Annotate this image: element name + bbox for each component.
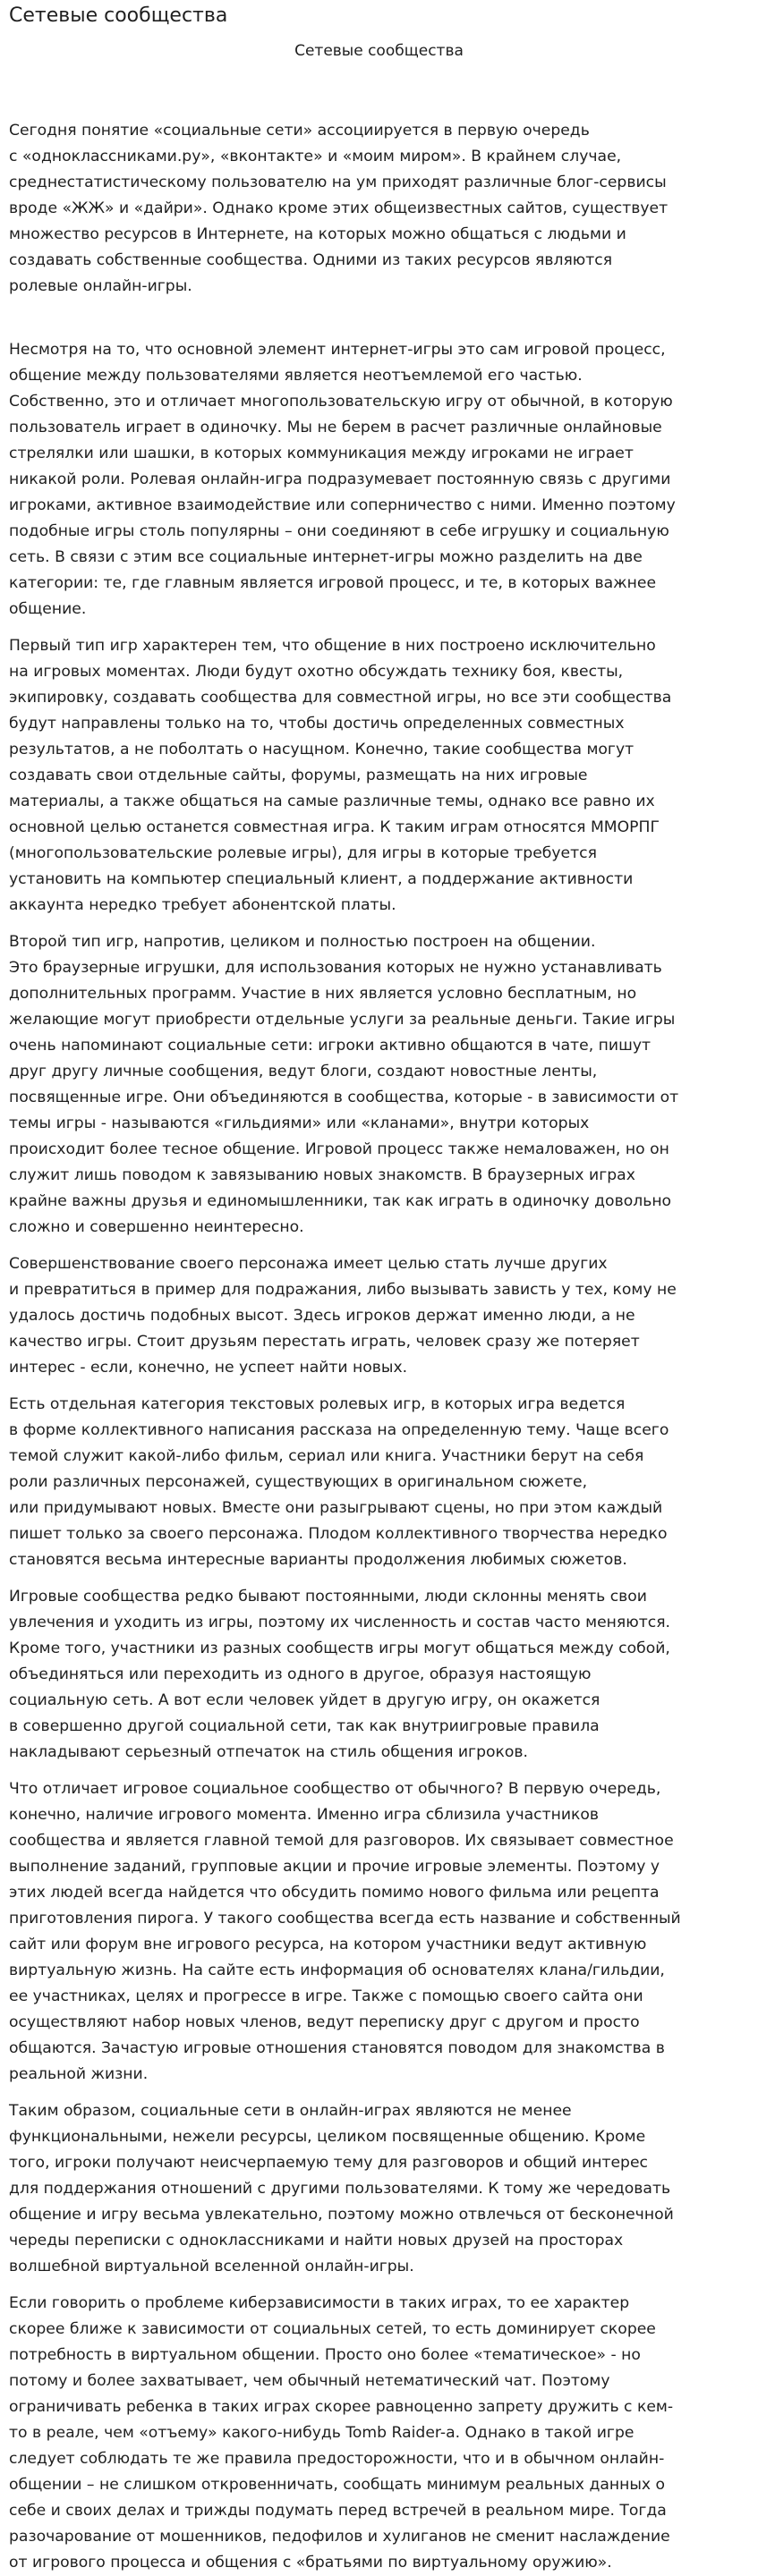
paragraph-4: Второй тип игр, напротив, целиком и полностью построен на общении. Это браузерные игрушки, для использования которых не нужно устанавливать дополнительных программ. Участие в них является условно бесплатным, но желающие могут приобрести отдельные услуги за реальные деньги. Такие игры очень напоминают социальные сети: игроки активно общаются в чате, пишут друг другу личные сообщения, ведут блоги, создают новостные ленты, посвященные игре. Они объединяются в сообщества, которые - в зависимости от темы игры - называются «гильдиями» или «кланами», внутри которых происходит более тесное общение. Игровой процесс также немаловажен, но он служит лишь поводом к завязыванию новых знакомств. В браузерных играх крайне важны друзья и единомышленники, так как играть в одиночку довольно сложно и совершенно неинтересно.	[9, 933, 679, 1236]
paragraph-6: Есть отдельная категория текстовых ролевых игр, в которых игра ведется в форме коллективного написания рассказа на определенную тему. Чаще всего темой служит какой-либо фильм, сериал или книга. Участники берут на себя роли различных персонажей, существующих в оригинальном сюжете, или придумывают новых. Вместе они разыгрывают сцены, но при этом каждый пишет только за своего персонажа. Плодом коллективного творчества нередко становятся весьма интересные варианты продолжения любимых сюжетов.	[9, 1395, 669, 1569]
paragraph-3: Первый тип игр характерен тем, что общение в них построено исключительно на игровых моментах. Люди будут охотно обсуждать технику боя, квесты, экипировку, создавать сообщества для совместной игры, но все эти сообщества будут направлены только на то, чтобы достичь определенных совместных результатов, а не поболтать о насущном. Конечно, такие сообщества могут создавать свои отдельные сайты, форумы, размещать на них игровые материалы, а также общаться на самые различные темы, однако все равно их основной целью останется совместная игра. К таким играм относятся ММОРПГ (многопользовательские ролевые игры), для игры в которые требуется установить на компьютер специальный клиент, а поддержание активности аккаунта нередко требует абонентской платы.	[9, 637, 672, 914]
paragraph-7: Игровые сообщества редко бывают постоянными, люди склонны менять свои увлечения и уходить из игры, поэтому их численность и состав часто меняются. Кроме того, участники из разных сообществ игры могут общаться между собой, объединяться или переходить из одного в другое, образуя настоящую социальную сеть. А вот если человек уйдет в другую игру, он окажется в совершенно другой социальной сети, так как внутриигровые правила накладывают серьезный отпечаток на стиль общения игроков.	[9, 1588, 670, 1761]
article-body	[9, 118, 749, 2576]
paragraph-2: Несмотря на то, что основной элемент интернет-игры это сам игровой процесс, общение между пользователями является неотъемлемой его частью. Собственно, это и отличает многопользовательскую игру от обычной, в которую пользователь играет в одиночку. Мы не берем в расчет различные онлайновые стрелялки или шашки, в которых коммуникация между игроками не играет никакой роли. Ролевая онлайн-игра подразумевает постоянную связь с другими игроками, активное взаимодействие или соперничество с ними. Именно поэтому подобные игры столь популярны – они соединяют в себе игрушку и социальную сеть. В связи с этим все социальные интернет-игры можно разделить на две категории: те, где главным является игровой процесс, и те, в которых важнее общение.	[9, 341, 676, 618]
paragraph-5: Совершенствование своего персонажа имеет целью стать лучше других и превратиться в пример для подражания, либо вызывать зависть у тех, кому не удалось достичь подобных высот. Здесь игроков держат именно люди, а не качество игры. Стоит друзьям перестать играть, человек сразу же потеряет интерес - если, конечно, не успеет найти новых.	[9, 1255, 677, 1377]
article-subtitle: Сетевые сообщества	[294, 42, 464, 60]
paragraph-intro: Сегодня понятие «социальные сети» ассоциируется в первую очередь с «одноклассниками.ру», «вконтакте» и «моим миром». В крайнем случае, среднестатистическому пользователю на ум приходят различные блог-сервисы вроде «ЖЖ» и «дайри». Однако кроме этих общеизвестных сайтов, существует множество ресурсов в Интернете, на которых можно общаться с людьми и создавать собственные сообщества. Одними из таких ресурсов являются ролевые онлайн-игры.	[9, 122, 669, 295]
paragraph-9: Таким образом, социальные сети в онлайн-играх являются не менее функциональными, нежели ресурсы, целиком посвященные общению. Кроме того, игроки получают неисчерпаемую тему для разговоров и общий интерес для поддержания отношений с другими пользователями. К тому же чередовать общение и игру весьма увлекательно, поэтому можно отвлечься от бесконечной череды переписки с одноклассниками и найти новых друзей на просторах волшебной виртуальной вселенной онлайн-игры.	[9, 2102, 674, 2275]
paragraph-10: Если говорить о проблеме киберзависимости в таких играх, то ее характер скорее ближе к зависимости от социальных сетей, то есть доминирует скорее потребность в виртуальном общении. Просто оно более «тематическое» - но потому и более захватывает, чем обычный нетематический чат. Поэтому ограничивать ребенка в таких играх скорее равноценно запрету дружить с кем- то в реале, чем «отъему» какого-нибудь Tomb Raider-а. Однако в такой игре следует соблюдать те же правила предосторожности, что и в обычном онлайн- общении – не слишком откровенничать, сообщать минимум реальных данных о себе и своих делах и трижды подумать перед встречей в реальном мире. Тогда разочарование от мошенников, педофилов и хулиганов не сменит наслаждение от игрового процесса и общения с «братьями по виртуальному оружию».	[9, 2294, 674, 2572]
page-title: Сетевые сообщества	[9, 4, 228, 27]
paragraph-8: Что отличает игровое социальное сообщество от обычного? В первую очередь, конечно, наличие игрового момента. Именно игра сблизила участников сообщества и является главной темой для разговоров. Их связывает совместное выполнение заданий, групповые акции и прочие игровые элементы. Поэтому у этих людей всегда найдется что обсудить помимо нового фильма или рецепта приготовления пирога. У такого сообщества всегда есть название и собственный сайт или форум вне игрового ресурса, на котором участники ведут активную виртуальную жизнь. На сайте есть информация об основателях клана/гильдии, ее участниках, целях и прогрессе в игре. Также с помощью своего сайта они осуществляют набор новых членов, ведут переписку друг с другом и просто общаются. Зачастую игровые отношения становятся поводом для знакомства в реальной жизни.	[9, 1780, 681, 2083]
